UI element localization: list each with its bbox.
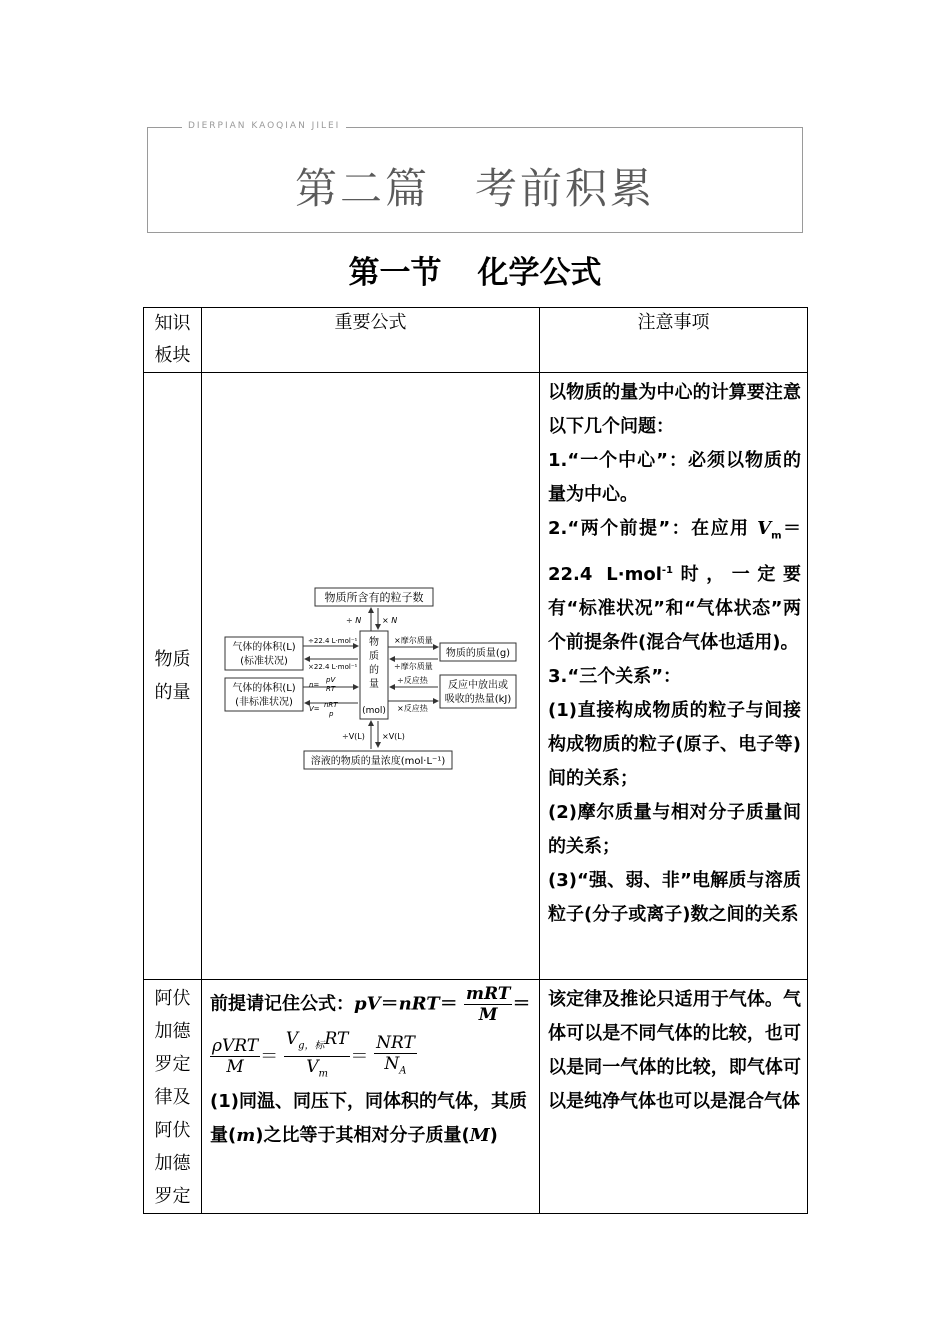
- table-row: [144, 980, 808, 1214]
- fraction-mRT-over-M: $\frac{\text{mRT}}{M}$: [465, 984, 511, 1025]
- category-avogadro-law: 阿伏 加德 罗定 律及 阿伏 加德 罗定: [144, 980, 202, 1214]
- svg-text:质: 质: [369, 651, 379, 662]
- fraction-NRT-over-NA: $\frac{\text{NRT}}{N_A}$: [376, 1032, 415, 1077]
- svg-text:×摩尔质量: ×摩尔质量: [394, 636, 433, 645]
- section-name: 化学公式: [477, 255, 602, 291]
- table-header-row: [144, 308, 808, 373]
- diagram-cell: [202, 373, 540, 980]
- formula-table: [143, 307, 808, 1214]
- svg-text:V=: V=: [309, 705, 320, 713]
- notes-amount-of-substance: 以物质的量为中心的计算要注意以下几个问题： 1.“一个中心”：必须以物质的量为中心。 2.“两个前提”：在应用 $V_m=22.4$ L·mol$^{-1}$时，一定要有“标准状况”和“气体状态”两个前提条件(混合气体也适用)。 3.“三个关系”： (1)直接构成物质的粒子与间接构成物质的粒子(原子、电子等)间的关系； (2)摩尔质量与相对分子质量间的关系； (3)“强、弱、非”电解质与溶质粒子(分子或离子)数之间的关系: [540, 373, 808, 980]
- header-formulas: 重要公式: [202, 308, 540, 373]
- svg-text:÷ N: ÷ N: [346, 616, 362, 625]
- banner-dotted-rule: [408, 232, 686, 233]
- mole-relation-diagram: [222, 583, 522, 773]
- table-row: [144, 373, 808, 980]
- header-notes: 注意事项: [540, 308, 808, 373]
- section-title: [0, 247, 950, 292]
- svg-text:吸收的热量(kJ): 吸收的热量(kJ): [444, 694, 512, 705]
- notes-avogadro-law: 该定律及推论只适用于气体。气体可以是不同气体的比较，也可以是同一气体的比较，即气体可以是纯净气体也可以是混合气体: [540, 980, 808, 1214]
- svg-text:(mol): (mol): [362, 706, 386, 716]
- svg-text:÷V(L): ÷V(L): [342, 732, 365, 741]
- svg-text:的: 的: [369, 665, 379, 676]
- banner-pinyin-tag: DIERPIAN KAOQIAN JILEI: [182, 121, 346, 131]
- section-number: 第一节: [348, 255, 442, 291]
- svg-text:(非标准状况): (非标准状况): [235, 697, 293, 708]
- header-knowledge-block: 知识 板块: [144, 308, 202, 373]
- svg-text:量: 量: [369, 679, 379, 690]
- svg-text:÷22.4 L·mol⁻¹: ÷22.4 L·mol⁻¹: [308, 637, 358, 645]
- svg-text:反应中放出或: 反应中放出或: [448, 680, 508, 691]
- svg-text:n=: n=: [309, 681, 320, 689]
- chapter-banner: [147, 121, 803, 233]
- banner-title: 第二篇 考前积累: [294, 164, 655, 213]
- svg-text:÷摩尔质量: ÷摩尔质量: [394, 662, 433, 671]
- svg-text:RT: RT: [326, 685, 336, 693]
- fraction-VgRT-over-Vm: $\frac{V_{g,标}RT}{V_m}$: [285, 1029, 349, 1080]
- svg-text:×V(L): ×V(L): [382, 732, 405, 741]
- svg-text:p: p: [329, 710, 334, 718]
- category-amount-of-substance: 物质 的量: [144, 373, 202, 980]
- svg-text:×反应热: ×反应热: [397, 704, 428, 713]
- svg-text:×22.4 L·mol⁻¹: ×22.4 L·mol⁻¹: [308, 663, 358, 671]
- fraction-rhoVRT-over-M: $\frac{\text{ρVRT}}{M}$: [212, 1036, 259, 1078]
- svg-text:pV: pV: [326, 676, 336, 684]
- svg-text:气体的体积(L): 气体的体积(L): [232, 642, 296, 653]
- svg-text:× N: × N: [382, 616, 398, 625]
- svg-text:物: 物: [369, 637, 379, 648]
- svg-text:(标准状况): (标准状况): [240, 656, 288, 667]
- svg-text:nRT: nRT: [324, 701, 338, 709]
- svg-text:÷反应热: ÷反应热: [397, 676, 428, 685]
- svg-text:物质的质量(g): 物质的质量(g): [445, 648, 511, 659]
- text-particle-count: 物质所含有的粒子数: [324, 591, 424, 604]
- svg-text:溶液的物质的量浓度(mol·L⁻¹): 溶液的物质的量浓度(mol·L⁻¹): [310, 756, 446, 767]
- avogadro-formulas: 前提请记住公式：pV＝nRT＝ $\frac{\text{mRT}}{M}$ ＝ $\frac{\text{ρVRT}}{M}$ ＝ $\frac{V_{g,标}RT}{V_m}$ ＝ $\frac{\text{NRT}}{N_A}$ (1)同温、同压下，同体积的气体，其质量(m)之比等于其相对分子质量(M): [202, 980, 540, 1214]
- svg-text:气体的体积(L): 气体的体积(L): [232, 683, 296, 694]
